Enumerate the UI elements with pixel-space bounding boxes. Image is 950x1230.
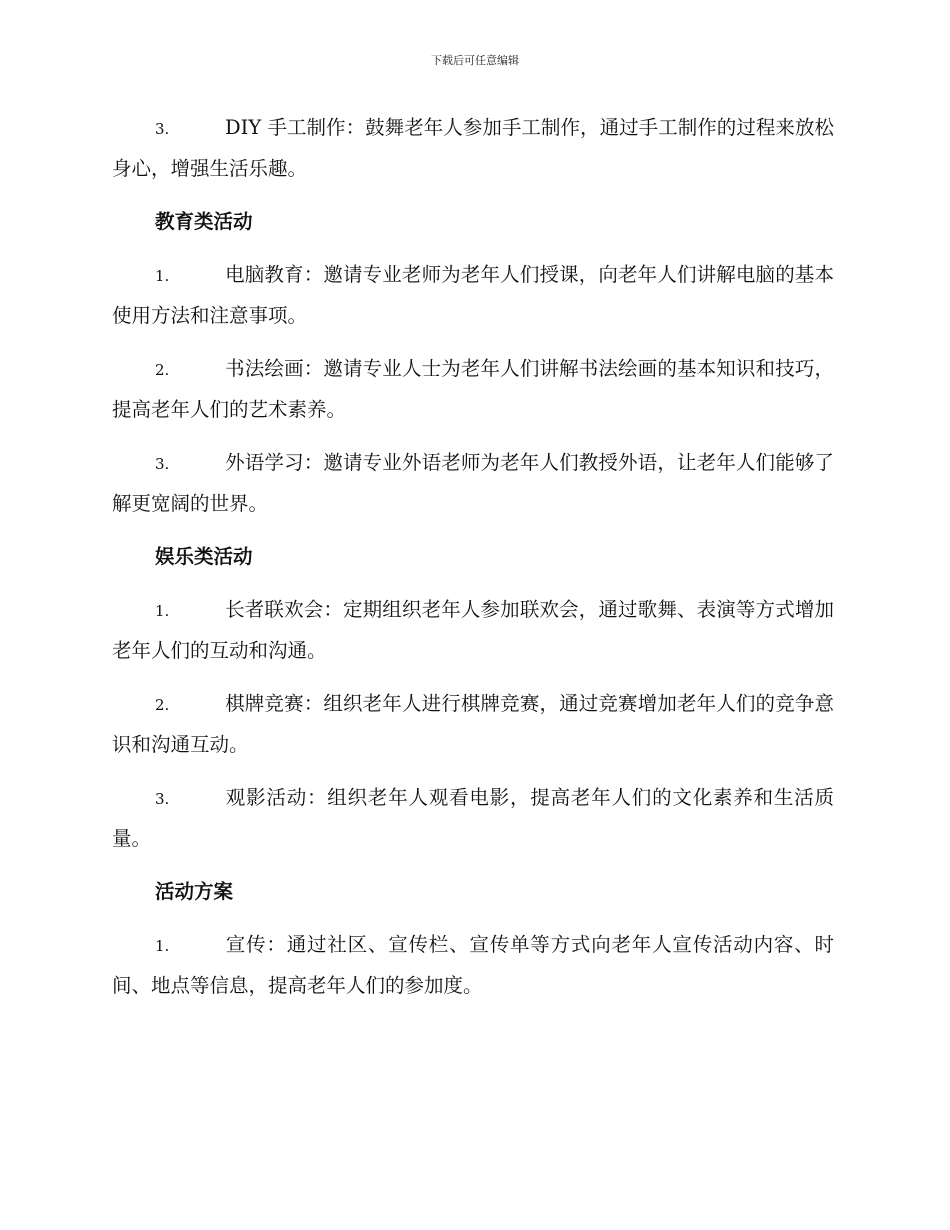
section-heading-entertainment: 娱乐类活动 — [155, 545, 253, 568]
list-item-text: 电脑教育：邀请专业老师为老年人们授课，向老年人们讲解电脑的基本使用方法和注意事项。 — [112, 263, 834, 327]
list-number: 1. — [155, 267, 170, 285]
list-number: 1. — [155, 602, 170, 620]
section-heading-education: 教育类活动 — [155, 210, 253, 233]
list-number: 2. — [155, 361, 170, 379]
list-item-chess — [112, 684, 834, 764]
list-item-text: 宣传：通过社区、宣传栏、宣传单等方式向老年人宣传活动内容、时间、地点等信息，提高老年人们的参加度。 — [112, 933, 834, 997]
document-body — [112, 108, 834, 1019]
list-item-text: 书法绘画：邀请专业人士为老年人们讲解书法绘画的基本知识和技巧，提高老年人们的艺术素养。 — [112, 357, 834, 421]
list-item-language — [112, 443, 834, 523]
list-item-text: 观影活动：组织老年人观看电影，提高老年人们的文化素养和生活质量。 — [112, 786, 834, 850]
list-number: 3. — [155, 455, 170, 473]
list-item-computer — [112, 255, 834, 335]
list-item-promotion — [112, 925, 834, 1005]
list-item-movie — [112, 778, 834, 858]
list-number: 1. — [155, 937, 170, 955]
list-item-diy — [112, 108, 834, 188]
list-item-calligraphy — [112, 349, 834, 429]
list-number: 3. — [155, 790, 170, 808]
list-item-gala — [112, 590, 834, 670]
list-item-text: 外语学习：邀请专业外语老师为老年人们教授外语，让老年人们能够了解更宽阔的世界。 — [112, 451, 834, 515]
list-number: 2. — [155, 696, 170, 714]
section-heading-plan: 活动方案 — [155, 880, 234, 903]
list-item-text: 棋牌竞赛：组织老年人进行棋牌竞赛，通过竞赛增加老年人们的竞争意识和沟通互动。 — [112, 692, 834, 756]
list-item-text: 长者联欢会：定期组织老年人参加联欢会，通过歌舞、表演等方式增加老年人们的互动和沟通。 — [112, 598, 834, 662]
list-item-text: DIY 手工制作：鼓舞老年人参加手工制作，通过手工制作的过程来放松身心，增强生活乐趣。 — [112, 116, 834, 180]
page-header: 下载后可任意编辑 — [431, 54, 519, 67]
list-number: 3. — [155, 120, 170, 138]
